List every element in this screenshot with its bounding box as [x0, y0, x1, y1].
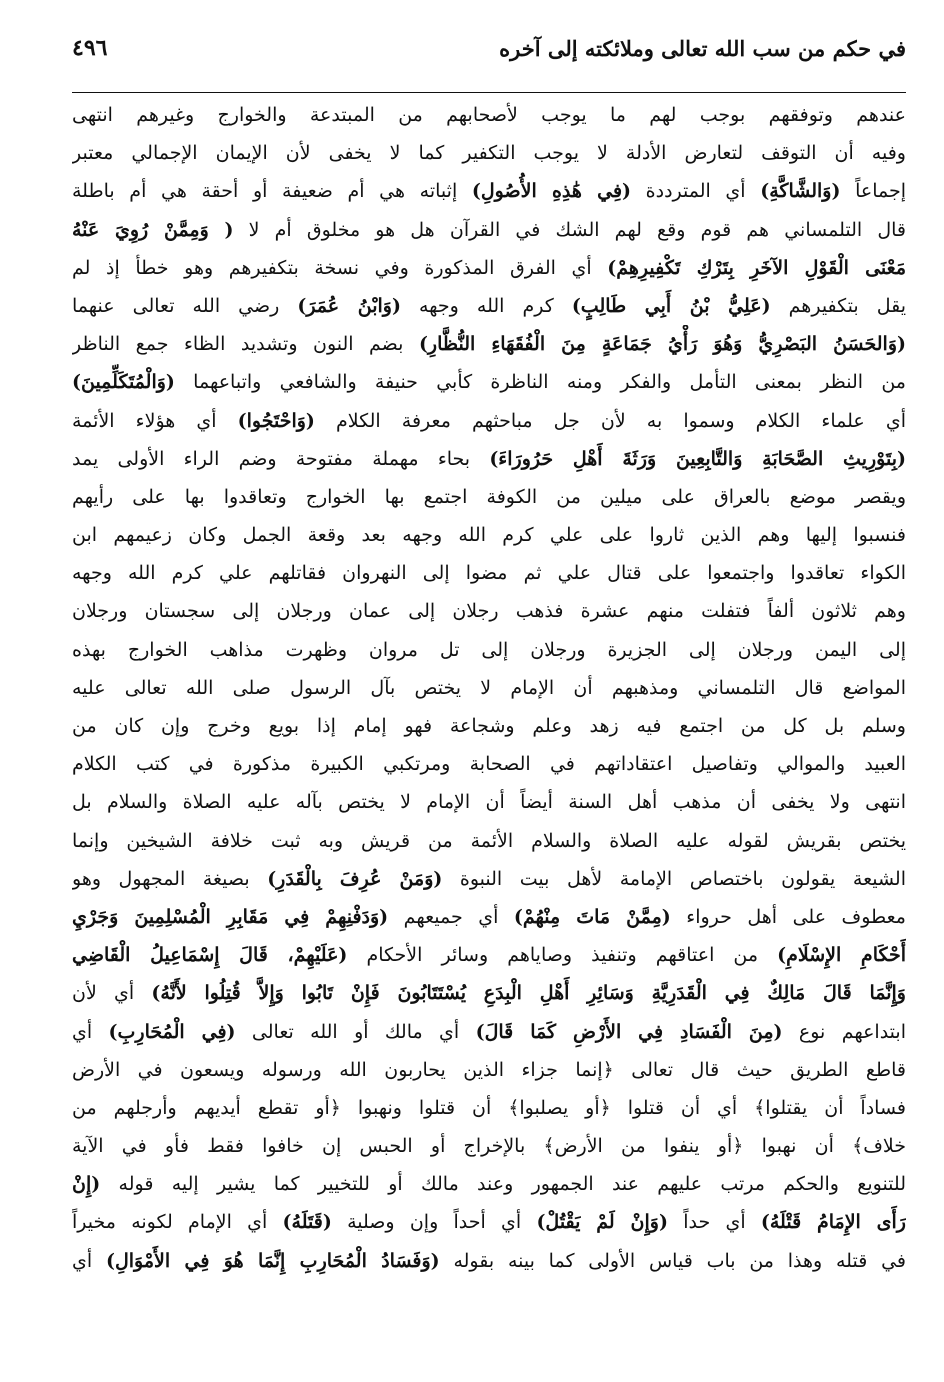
matn-quote: أَحْكَامِ الإِسْلَامِ): [777, 944, 906, 967]
matn-quote: مَعْنَى الْقَوْلِ الآخَرِ بِتَرْكِ تَكْفِيرِهِمْ): [607, 256, 906, 279]
text-line: [72, 516, 906, 554]
text-line: [72, 1165, 906, 1203]
commentary-text: وهم ثلاثون ألفاً فتفلت منهم عشرة فذهب رجلان إلى عمان ورجلان إلى سجستان ورجلان: [72, 600, 906, 623]
commentary-text: إجماعاً: [840, 180, 906, 203]
matn-quote: (فِي الْمُحَارِبِ): [108, 1020, 236, 1043]
commentary-text: بصيغة المجهول وهو: [72, 867, 268, 890]
commentary-text: أي حداً: [667, 1211, 761, 1234]
text-line: [72, 898, 906, 936]
commentary-text: أي علماء الكلام وسموا به لأن جل مباحثهم معرفة الكلام: [314, 409, 906, 432]
commentary-text: أي: [72, 1020, 109, 1043]
commentary-text: من اعتاقهم وتنفيذ وصاياهم وسائر الأحكام: [347, 944, 778, 967]
commentary-text: فساداً أن يقتلوا﴾ أي أن قتلوا ﴿أو يصلبوا﴾ أن قتلوا ونهبوا ﴿أو تقطع أيديهم وأرجلهم من: [72, 1096, 906, 1119]
matn-quote: (وَابْنُ عُمَرَ): [297, 294, 401, 317]
commentary-text: أي جميعهم: [388, 905, 514, 928]
text-line: [72, 936, 906, 974]
commentary-text: ويقصر موضع بالعراق على ميلين من الكوفة اجتمع بها الخوارج وتعاقدوا بها على رأيهم: [72, 485, 906, 508]
commentary-text: أي مالك أو الله تعالى: [235, 1020, 476, 1043]
text-line: [72, 249, 906, 287]
matn-quote: (إِنْ: [72, 1173, 101, 1196]
page-body-text: [72, 96, 906, 1280]
text-line: [72, 440, 906, 478]
commentary-text: إلى اليمن ورجلان إلى الجزيرة ورجلان إلى تل مروان وظهرت مذاهب الخوارج بهذه: [72, 638, 906, 661]
commentary-text: قال التلمساني هم قوم وقع لهم الشك في القرآن هل هو مخلوق أم لا: [233, 218, 906, 241]
commentary-text: فنسبوا إليها وهم الذين ثاروا على علي كرم الله وجهه بعد وقعة الجمل وكان زعيمهم ابن: [72, 524, 906, 547]
commentary-text: يقل بتكفيرهم: [770, 294, 906, 317]
text-line: [72, 172, 906, 210]
commentary-text: معطوف على أهل حرواء: [670, 905, 906, 928]
matn-quote: (وَفَسَادُ الْمُحَارِبِ إِنَّمَا هُوَ فِي الأَمْوَالِ): [105, 1249, 440, 1272]
text-line: [72, 211, 906, 249]
commentary-text: وسلم بل كل من اجتمع فيه زهد وعلم وشجاعة فهو إمام إذا بويع وخرج وإن كان من: [72, 715, 906, 737]
commentary-text: أي أحداً وإن وصلية: [331, 1211, 537, 1234]
matn-quote: (وَاحْتَجُوا): [237, 409, 315, 432]
commentary-text: أي لأن: [72, 982, 152, 1005]
commentary-text: ابتداعهم نوع: [782, 1020, 906, 1043]
commentary-text: أي: [72, 1249, 106, 1272]
commentary-text: بحاء مهملة مفتوحة وضم الراء الأولى يمد: [72, 447, 490, 470]
commentary-text: الكواء تعاقدوا واجتمعوا على قتال علي ثم مضوا إلى النهروان فقاتلهم علي كرم الله وجهه: [72, 562, 906, 585]
matn-quote: (قَتَلَهُ): [282, 1211, 332, 1234]
commentary-text: أي المترددة: [631, 180, 761, 203]
matn-quote: (فِي هَٰذِهِ الأُصُولِ): [471, 180, 632, 203]
commentary-text: انتهى ولا يخفى أن مذهب أهل السنة أيضاً أن الإمام لا يختص بآله عليه الصلاة والسلام بل: [72, 791, 906, 814]
commentary-text: بضم النون وتشديد الظاء جمع الناظر: [72, 333, 419, 356]
commentary-text: للتنويع والحكم مرتب عليهم عند الجمهور وعند مالك أو للتخيير كما يشير إليه قوله: [100, 1173, 906, 1196]
matn-quote: (مِمَّنْ مَاتَ مِنْهُمْ): [513, 905, 671, 928]
running-title: في حكم من سب الله تعالى وملائكته إلى آخره: [499, 35, 906, 61]
text-line: [72, 631, 906, 669]
commentary-text: وفيه أن التوقف لتعارض الأدلة لا يوجب التكفير كما لا يخفى لأن الإيمان الإجمالي معتبر: [72, 142, 906, 165]
matn-quote: (وَالشَّاكَّةِ): [760, 180, 841, 203]
text-line: [72, 707, 906, 745]
text-line: [72, 325, 906, 363]
commentary-text: خلاف﴾ أن نهبوا ﴿أو ينفوا من الأرض﴾ بالإخراج أو الحبس إن خافوا فقط فأو في الآية: [72, 1135, 906, 1158]
matn-quote: (وَدَفْنِهِمْ فِي مَقَابِرِ الْمُسْلِمِينَ وَجَرْيِ: [72, 905, 389, 928]
text-line: [72, 745, 906, 783]
text-line: [72, 669, 906, 707]
text-line: [72, 822, 906, 860]
text-line: [72, 1013, 906, 1051]
commentary-text: كرم الله وجهه: [400, 294, 572, 317]
commentary-text: عندهم وتوفقهم بوجب لهم ما يوجب لأصحابهم من المبتدعة والخوارج وغيرهم انتهى: [72, 104, 906, 126]
text-line: [72, 1203, 906, 1241]
commentary-text: أي الإمام لكونه مخيراً: [72, 1211, 283, 1234]
text-line: [72, 1242, 906, 1280]
matn-quote: (وَالحَسَنُ البَصْرِيُّ وَهُوَ رَأْيُ جَمَاعَةٍ مِنَ الْفُقَهَاءِ النُّظَّارِ): [418, 333, 906, 356]
matn-quote: وَإِنَّمَا قَالَ مَالِكٌ فِي الْقَدَرِيَّةِ وَسَائِرِ أَهْلِ الْبِدَعِ يُسْتَتَابُونَ فَإِنْ تَابُوا وَإِلاَّ قُتِلُوا لأَنَّهُ): [151, 982, 906, 1005]
commentary-text: أي الفرق المذكورة وفي نسخة بتكفيرهم وهو خطأ إذ لم: [72, 256, 608, 279]
commentary-text: العبيد والموالي وتفاصيل اعتقاداتهم في الصحابة ومرتكبي الكبيرة مذكورة في كتب الكلام: [72, 753, 906, 776]
matn-quote: (مِنَ الْفَسَادِ فِي الأَرْضِ كَمَا قَالَ): [475, 1020, 783, 1043]
text-line: [72, 592, 906, 630]
commentary-text: قاطع الطريق حيث قال تعالى ﴿إنما جزاء الذين يحاربون الله ورسوله ويسعون في الأرض: [72, 1058, 906, 1081]
matn-quote: رَأَى الإِمَامُ قَتْلَهُ): [760, 1211, 906, 1234]
running-header: [72, 30, 906, 66]
matn-quote: (وَمَنْ عُرِفَ بِالْقَدَرِ): [267, 867, 443, 890]
text-line: [72, 554, 906, 592]
text-line: [72, 1051, 906, 1089]
text-line: [72, 1127, 906, 1165]
matn-quote: (عَلِيُّ بْنُ أَبِي طَالِبٍ): [571, 294, 771, 317]
commentary-text: المواضع قال التلمساني ومذهبهم أن الإمام لا يختص بآل الرسول صلى الله تعالى عليه: [72, 676, 906, 699]
commentary-text: في قتله وهذا من باب قياس الأولى كما بينه بقوله: [439, 1249, 906, 1272]
page-number: ٤٩٦: [72, 35, 108, 61]
text-line: [72, 860, 906, 898]
text-line: [72, 96, 906, 134]
matn-quote: (عَلَيْهِمْ، قَالَ إِسْمَاعِيلُ الْقَاضِي: [72, 944, 348, 967]
commentary-text: الشيعة يقولون باختصاص الإمامة لأهل بيت النبوة: [442, 867, 906, 890]
text-line: [72, 402, 906, 440]
commentary-text: رضي الله تعالى عنهما: [72, 294, 298, 317]
matn-quote: (وَإِنْ لَمْ يَقْتُلْ): [536, 1211, 668, 1234]
matn-quote: ( وَمِمَّنْ رُوِيَ عَنْهُ: [72, 218, 234, 241]
text-line: [72, 974, 906, 1012]
text-line: [72, 783, 906, 821]
commentary-text: يختص بقريش لقوله عليه الصلاة والسلام الأئمة من قريش وبه ثبت خلافة الشيخين وإنما: [72, 829, 906, 852]
text-line: [72, 287, 906, 325]
commentary-text: من النظر بمعنى التأمل والفكر ومنه الناظرة كأبي حنيفة والشافعي واتباعهما: [174, 371, 906, 394]
text-line: [72, 134, 906, 172]
matn-quote: (وَالْمُتَكَلِّمِينَ): [72, 371, 175, 394]
commentary-text: إثباته هي أم ضعيفة أو أحقة هي أم باطلة: [72, 180, 472, 203]
text-line: [72, 1089, 906, 1127]
commentary-text: أي هؤلاء الأئمة: [72, 409, 238, 432]
text-line: [72, 363, 906, 401]
header-rule: [72, 92, 906, 93]
text-line: [72, 478, 906, 516]
matn-quote: (بِتَوْرِيثِ الصَّحَابَةِ وَالتَّابِعِينَ وَرَثَةَ أَهْلِ حَرُورَاءَ): [489, 447, 906, 470]
